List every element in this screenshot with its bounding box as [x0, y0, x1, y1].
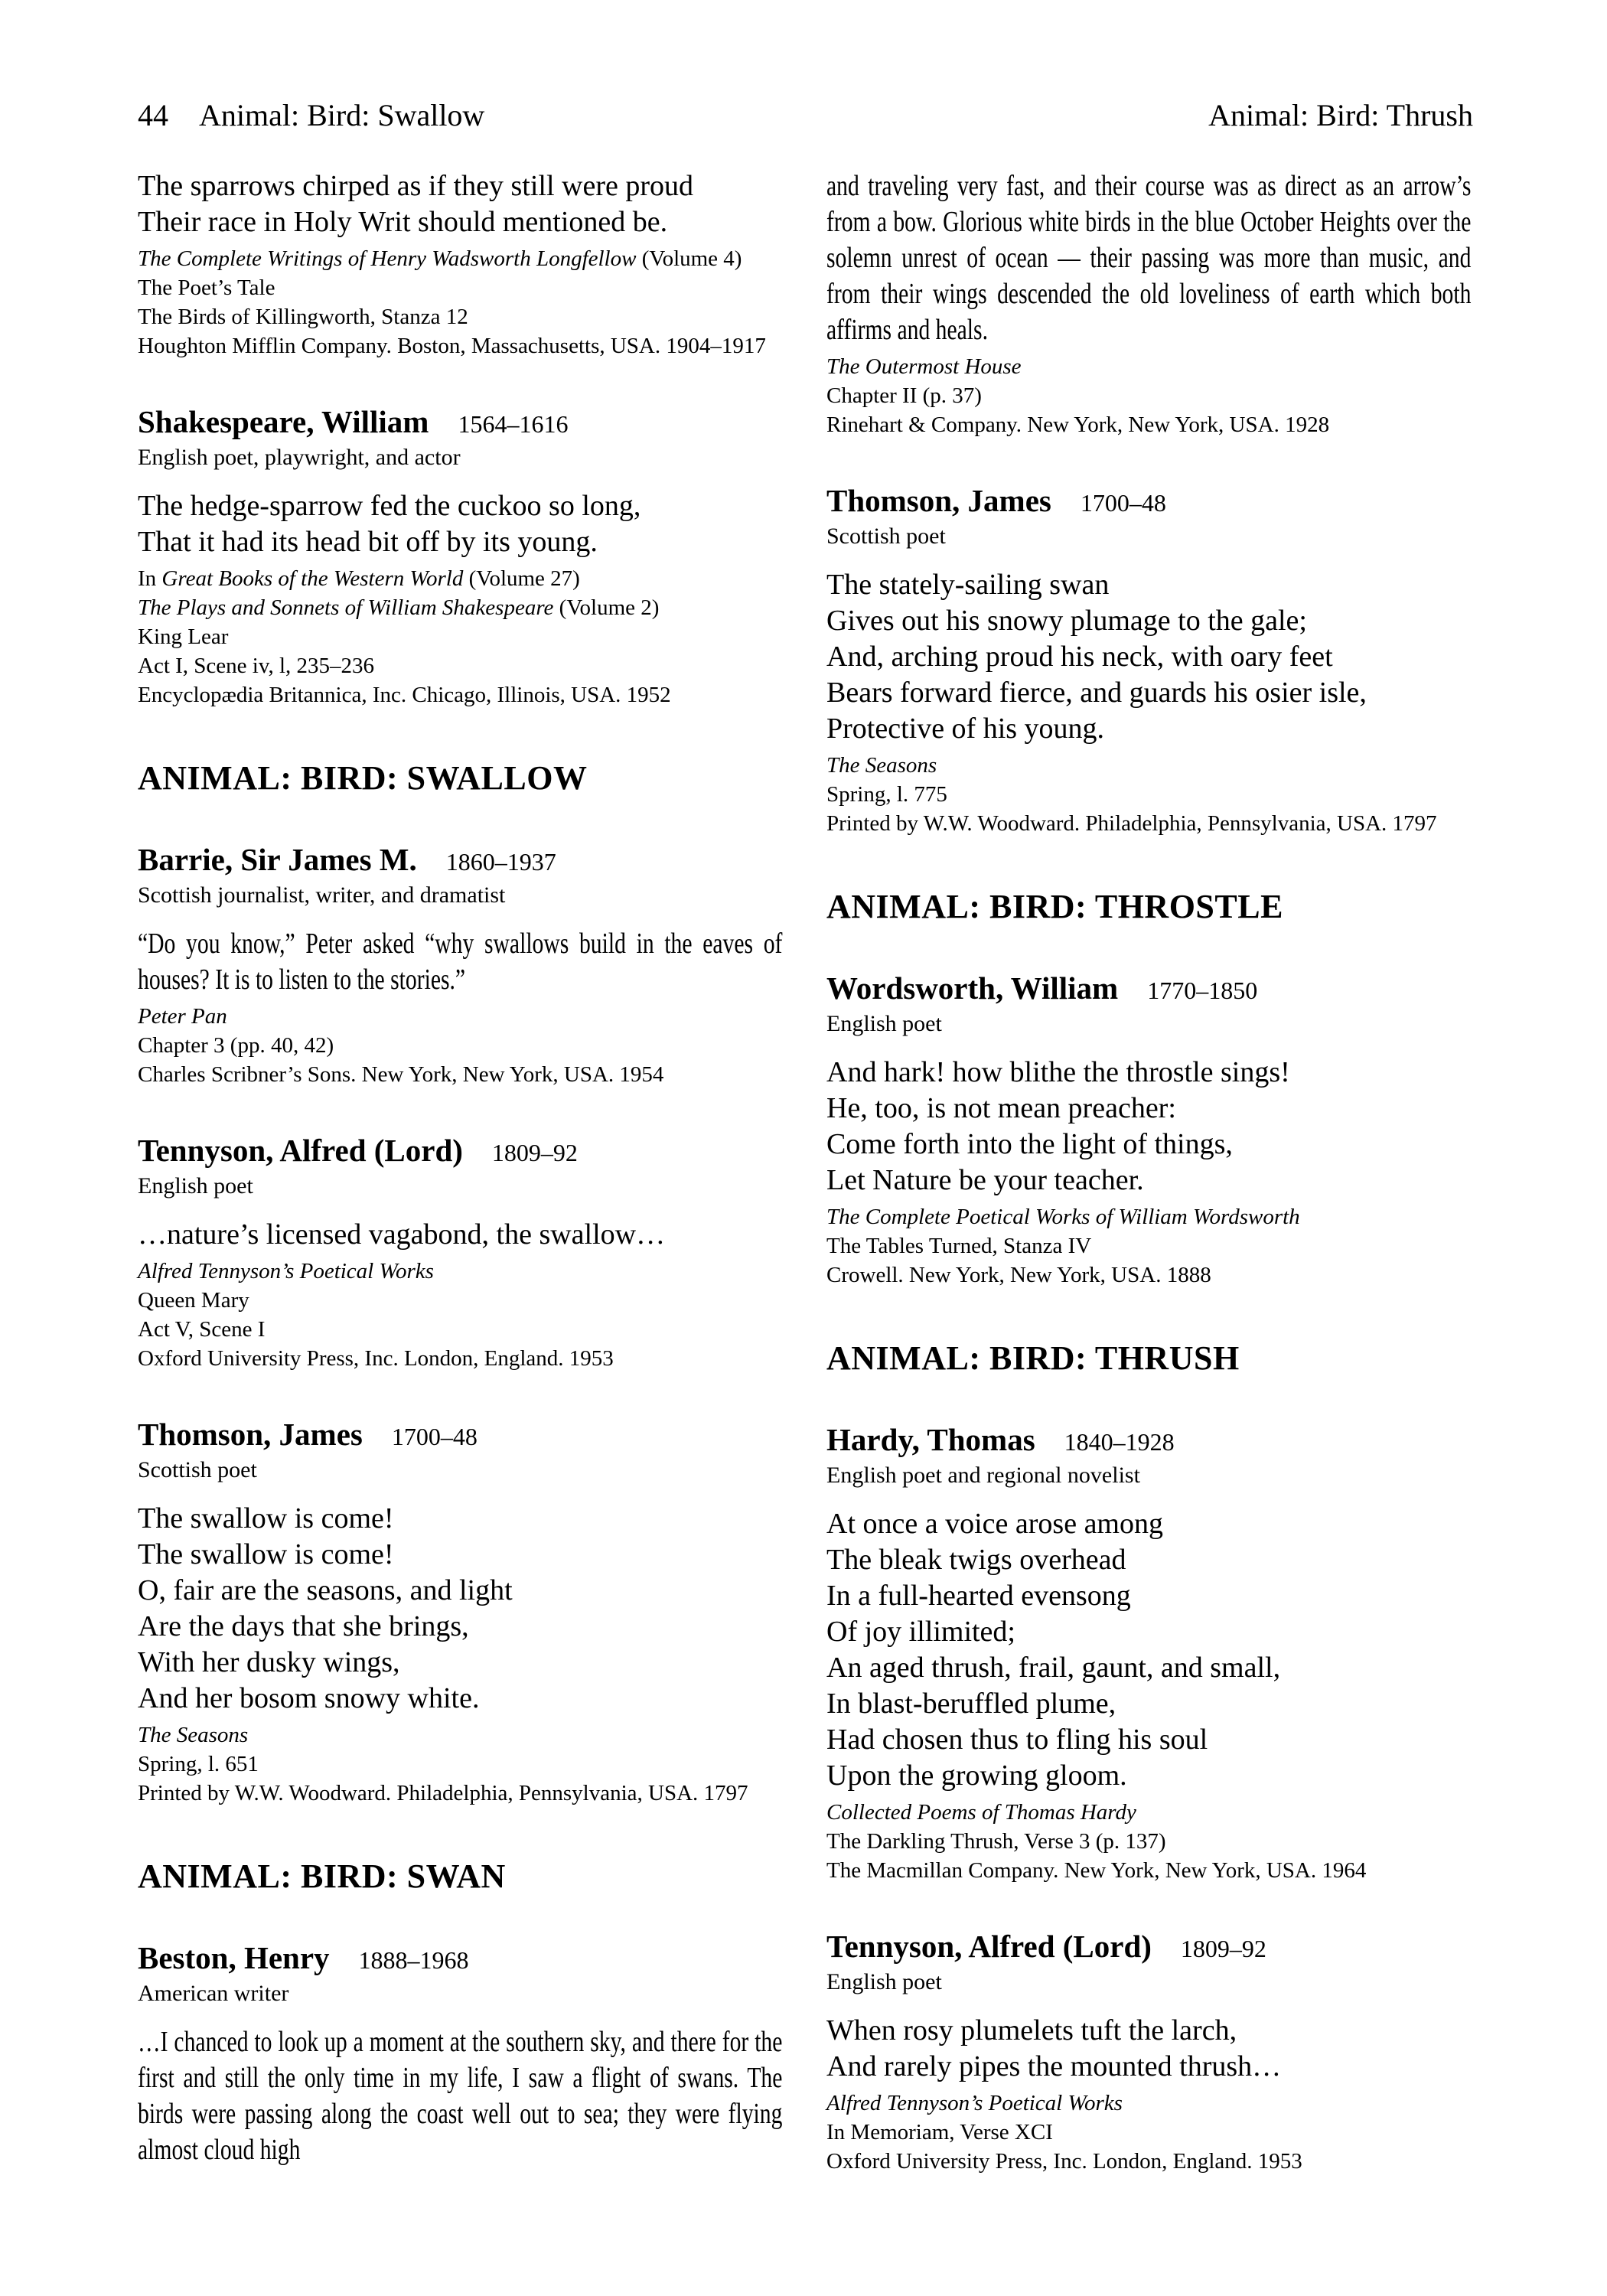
verse-line: Let Nature be your teacher. — [826, 1164, 1144, 1196]
verse-line: Gives out his snowy plumage to the gale; — [826, 605, 1307, 637]
author-name: Tennyson, Alfred (Lord) — [138, 1133, 463, 1168]
citation-text: Chapter II (p. 37) — [826, 383, 982, 408]
section-heading: ANIMAL: BIRD: THRUSH — [826, 1339, 1240, 1377]
citation-line — [826, 1231, 1471, 1261]
citation-line — [138, 244, 782, 273]
citation-line — [138, 1750, 782, 1779]
citation-line — [138, 622, 782, 651]
author-name: Shakespeare, William — [138, 404, 429, 439]
author-dates: 1809–92 — [1180, 1935, 1266, 1962]
verse-line: With her dusky wings, — [138, 1646, 400, 1678]
author-role: Scottish poet — [138, 1457, 257, 1482]
verse-quote — [138, 488, 782, 560]
citation-line — [138, 1344, 782, 1373]
citation-text: The Macmillan Company. New York, New York, USA. 1964 — [826, 1858, 1367, 1883]
citation-line — [826, 1202, 1471, 1231]
citation-title-italic: Collected Poems of Thomas Hardy — [826, 1800, 1136, 1825]
citation-line — [138, 1315, 782, 1344]
citation-line — [826, 780, 1471, 809]
author-role: English poet and regional novelist — [826, 1463, 1140, 1488]
citation-line — [138, 564, 782, 593]
verse-line: Come forth into the light of things, — [826, 1128, 1233, 1160]
citation-line — [138, 1257, 782, 1286]
prose-quote: …I chanced to look up a moment at the southern sky, and there for the first and still the only time in my life, I saw a flight of swans. The birds were passing along the coast well out to sea; they were flying almost cloud high — [138, 2026, 783, 2166]
verse-line: O, fair are the seasons, and light — [138, 1574, 513, 1606]
running-head-verso: Animal: Bird: Swallow — [199, 98, 485, 132]
citation-title-italic: Great Books of the Western World — [161, 566, 464, 591]
section-heading: ANIMAL: BIRD: SWAN — [138, 1857, 506, 1895]
right-column — [826, 168, 1471, 2176]
verse-line: In blast-beruffled plume, — [826, 1688, 1116, 1720]
author-block — [138, 841, 782, 909]
author-name: Hardy, Thomas — [826, 1422, 1035, 1457]
author-block — [826, 970, 1471, 1038]
citation-block — [826, 1202, 1471, 1290]
text-columns — [138, 168, 1473, 2176]
citation-block — [138, 244, 782, 360]
citation-line — [138, 1060, 782, 1089]
citation-title-italic: The Complete Writings of Henry Wadsworth Longfellow — [138, 246, 637, 271]
citation-block — [826, 2089, 1471, 2176]
author-dates: 1860–1937 — [445, 848, 556, 876]
citation-text: King Lear — [138, 625, 229, 649]
citation-text: Rinehart & Company. New York, New York, USA. 1928 — [826, 413, 1330, 437]
verse-quote — [138, 168, 782, 240]
verse-line: That it had its head bit off by its young. — [138, 526, 598, 558]
citation-text: (Volume 2) — [553, 595, 660, 620]
verse-line: When rosy plumelets tuft the larch, — [826, 2014, 1237, 2047]
citation-block — [138, 1257, 782, 1373]
verse-line: An aged thrush, frail, gaunt, and small, — [826, 1652, 1281, 1684]
citation-line — [826, 381, 1471, 410]
author-name: Thomson, James — [826, 483, 1051, 518]
author-dates: 1700–48 — [1080, 489, 1166, 517]
citation-text: In Memoriam, Verse XCI — [826, 2120, 1053, 2144]
citation-block — [138, 564, 782, 709]
author-name: Barrie, Sir James M. — [138, 842, 417, 877]
author-dates: 1888–1968 — [358, 1946, 469, 1974]
citation-text: Printed by W.W. Woodward. Philadelphia, Pennsylvania, USA. 1797 — [138, 1781, 748, 1805]
page-number: 44 — [138, 98, 168, 132]
citation-line — [826, 1261, 1471, 1290]
citation-title-italic: The Complete Poetical Works of William Wordsworth — [826, 1205, 1300, 1229]
citation-line — [826, 2118, 1471, 2147]
citation-line — [826, 410, 1471, 439]
citation-text: Act I, Scene iv, l, 235–236 — [138, 654, 375, 678]
citation-title-italic: The Outermost House — [826, 354, 1022, 379]
citation-line — [826, 1827, 1471, 1856]
citation-line — [138, 331, 782, 360]
verse-line: Of joy illimited; — [826, 1616, 1015, 1648]
prose-quote: “Do you know,” Peter asked “why swallows build in the eaves of houses? It is to listen to the stories.” — [138, 928, 783, 996]
citation-block — [138, 1002, 782, 1089]
citation-line — [138, 680, 782, 709]
verse-line: The hedge-sparrow fed the cuckoo so long, — [138, 490, 641, 522]
citation-line — [826, 2089, 1471, 2118]
left-column — [138, 168, 782, 2176]
author-block — [138, 1939, 782, 2007]
citation-line — [138, 593, 782, 622]
citation-line — [138, 651, 782, 680]
verse-quote — [826, 2013, 1471, 2085]
author-name: Tennyson, Alfred (Lord) — [826, 1929, 1152, 1964]
citation-text: The Poet’s Tale — [138, 276, 275, 300]
section-heading: ANIMAL: BIRD: THROSTLE — [826, 888, 1283, 925]
citation-block — [138, 1720, 782, 1808]
citation-line — [826, 1798, 1471, 1827]
citation-text: Queen Mary — [138, 1288, 249, 1313]
author-role: English poet — [826, 1011, 942, 1036]
citation-line — [138, 1720, 782, 1750]
author-dates: 1840–1928 — [1064, 1428, 1175, 1456]
citation-text: The Birds of Killingworth, Stanza 12 — [138, 305, 468, 329]
verse-line: And, arching proud his neck, with oary feet — [826, 641, 1333, 673]
verse-line: In a full-hearted evensong — [826, 1580, 1131, 1612]
author-name: Beston, Henry — [138, 1940, 330, 1975]
running-head-recto: Animal: Bird: Thrush — [1208, 98, 1473, 132]
citation-title-italic: Peter Pan — [138, 1004, 227, 1029]
citation-line — [138, 1286, 782, 1315]
verse-quote — [826, 567, 1471, 747]
verse-line: And rarely pipes the mounted thrush… — [826, 2050, 1282, 2082]
author-role: Scottish journalist, writer, and dramatist — [138, 882, 506, 908]
verse-quote — [138, 1501, 782, 1717]
citation-block — [826, 352, 1471, 439]
citation-line — [138, 1002, 782, 1031]
verse-quote — [138, 1217, 782, 1253]
citation-line — [826, 809, 1471, 838]
citation-title-italic: Alfred Tennyson’s Poetical Works — [826, 2091, 1123, 2115]
author-dates: 1700–48 — [391, 1423, 478, 1450]
author-role: English poet, playwright, and actor — [138, 445, 461, 470]
verse-line: Are the days that she brings, — [138, 1610, 469, 1642]
citation-text: Act V, Scene I — [138, 1317, 266, 1342]
verse-line: Had chosen thus to fling his soul — [826, 1724, 1208, 1756]
verse-line: The sparrows chirped as if they still were proud — [138, 170, 694, 202]
section-heading: ANIMAL: BIRD: SWALLOW — [138, 759, 588, 797]
verse-line: And hark! how blithe the throstle sings! — [826, 1056, 1290, 1088]
citation-block — [826, 751, 1471, 838]
citation-text: Chapter 3 (pp. 40, 42) — [138, 1033, 334, 1058]
citation-text: Charles Scribner’s Sons. New York, New York, USA. 1954 — [138, 1062, 664, 1087]
citation-text: Spring, l. 651 — [138, 1752, 259, 1776]
citation-title-italic: The Plays and Sonnets of William Shakespeare — [138, 595, 554, 620]
author-block — [826, 1421, 1471, 1489]
citation-title-italic: Alfred Tennyson’s Poetical Works — [138, 1259, 434, 1283]
author-name: Thomson, James — [138, 1417, 363, 1452]
verse-line: Protective of his young. — [826, 713, 1105, 745]
page-header — [138, 98, 1473, 133]
author-role: English poet — [138, 1173, 253, 1199]
citation-text: The Tables Turned, Stanza IV — [826, 1234, 1092, 1258]
citation-line — [826, 352, 1471, 381]
citation-line — [138, 1779, 782, 1808]
citation-text: Encyclopædia Britannica, Inc. Chicago, Illinois, USA. 1952 — [138, 683, 671, 707]
citation-text: Crowell. New York, New York, USA. 1888 — [826, 1263, 1211, 1287]
verse-quote — [826, 1055, 1471, 1199]
verse-line: The swallow is come! — [138, 1538, 394, 1570]
verse-quote — [826, 1506, 1471, 1794]
verse-line: Their race in Holy Writ should mentioned be. — [138, 206, 668, 238]
author-block — [826, 1928, 1471, 1996]
author-block — [138, 1132, 782, 1200]
verse-line: The bleak twigs overhead — [826, 1544, 1126, 1576]
verse-line: And her bosom snowy white. — [138, 1682, 480, 1714]
citation-title-italic: The Seasons — [138, 1723, 249, 1747]
author-role: Scottish poet — [826, 523, 946, 549]
author-dates: 1770–1850 — [1147, 977, 1258, 1004]
author-block — [138, 403, 782, 471]
author-name: Wordsworth, William — [826, 970, 1119, 1006]
citation-text: Printed by W.W. Woodward. Philadelphia, Pennsylvania, USA. 1797 — [826, 811, 1437, 836]
verse-line: Upon the growing gloom. — [826, 1760, 1127, 1792]
author-block — [138, 1416, 782, 1484]
citation-line — [826, 2147, 1471, 2176]
citation-text: Houghton Mifflin Company. Boston, Massachusetts, USA. 1904–1917 — [138, 334, 766, 358]
author-block — [826, 482, 1471, 550]
author-dates: 1809–92 — [491, 1139, 578, 1166]
citation-text: In — [138, 566, 162, 591]
running-head-left-group — [138, 98, 484, 133]
citation-text: (Volume 4) — [636, 246, 742, 271]
citation-title-italic: The Seasons — [826, 753, 937, 778]
citation-line — [138, 302, 782, 331]
verse-line: Bears forward fierce, and guards his osier isle, — [826, 677, 1367, 709]
citation-line — [138, 1031, 782, 1060]
citation-line — [138, 273, 782, 302]
verse-line: …nature’s licensed vagabond, the swallow… — [138, 1218, 666, 1251]
verse-line: The swallow is come! — [138, 1502, 394, 1534]
citation-line — [826, 1856, 1471, 1885]
citation-text: The Darkling Thrush, Verse 3 (p. 137) — [826, 1829, 1166, 1854]
author-role: English poet — [826, 1969, 942, 1994]
author-dates: 1564–1616 — [458, 410, 569, 438]
citation-block — [826, 1798, 1471, 1885]
citation-text: Oxford University Press, Inc. London, England. 1953 — [138, 1346, 614, 1371]
verse-line: The stately-sailing swan — [826, 569, 1110, 601]
citation-line — [826, 751, 1471, 780]
citation-text: Oxford University Press, Inc. London, England. 1953 — [826, 2149, 1302, 2174]
prose-quote: and traveling very fast, and their course was as direct as an arrow’s from a bow. Glorious white birds in the blue October Heights over the solemn unrest of ocean — their passing was more than music, and from their wings descended the old loveliness of earth which both affirms and heals. — [826, 170, 1472, 346]
author-role: American writer — [138, 1981, 289, 2006]
verse-line: He, too, is not mean preacher: — [826, 1092, 1176, 1124]
citation-text: (Volume 27) — [463, 566, 580, 591]
citation-text: Spring, l. 775 — [826, 782, 947, 807]
verse-line: At once a voice arose among — [826, 1508, 1163, 1540]
